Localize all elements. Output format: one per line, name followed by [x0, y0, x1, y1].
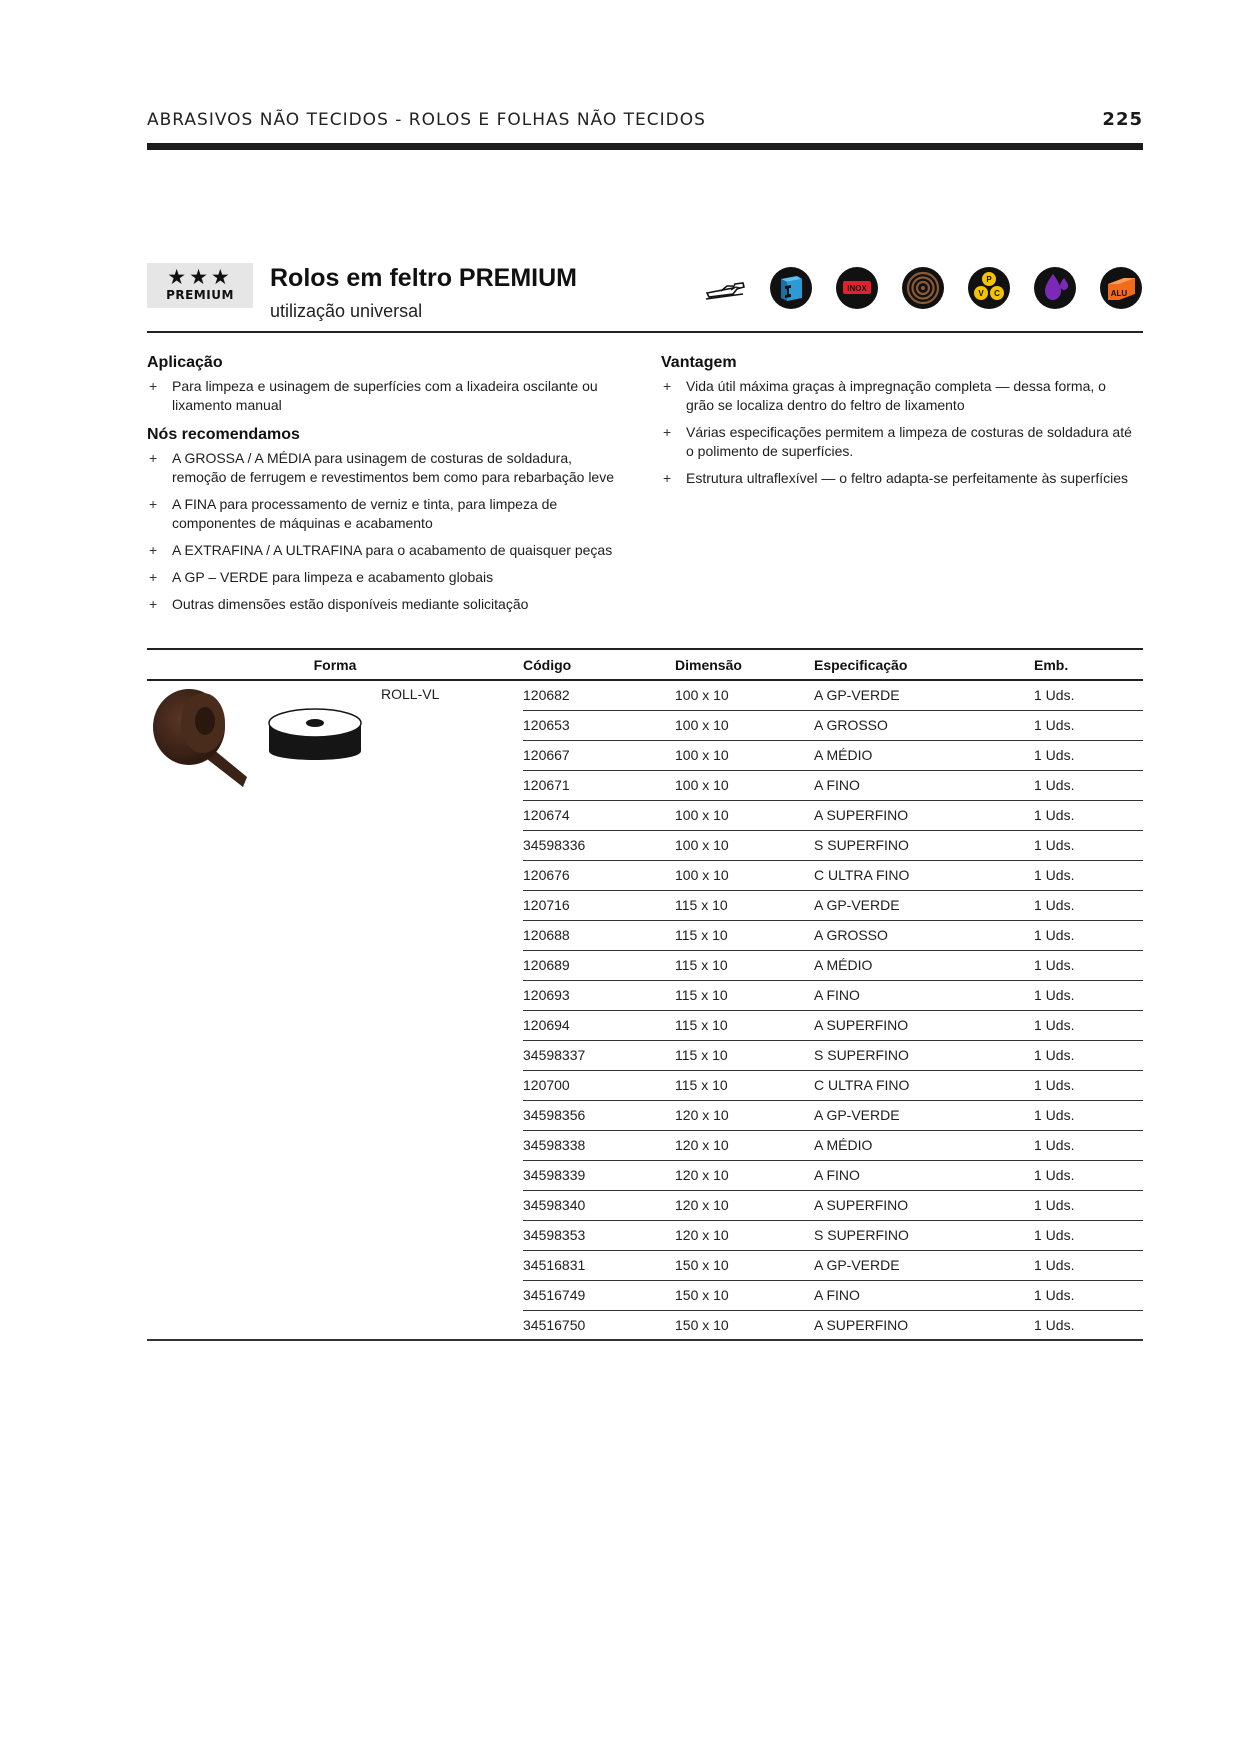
cell-especificacao: S SUPERFINO [814, 1220, 1034, 1250]
cell-codigo: 34598338 [523, 1130, 675, 1160]
cell-codigo: 34598337 [523, 1040, 675, 1070]
cell-especificacao: C ULTRA FINO [814, 1070, 1034, 1100]
header-rule [147, 143, 1143, 150]
cell-dimensao: 100 x 10 [675, 770, 814, 800]
cell-dimensao: 150 x 10 [675, 1250, 814, 1280]
cell-emb: 1 Uds. [1034, 710, 1143, 740]
recomendamos-item: + A FINA para processamento de verniz e tinta, para limpeza de componentes de máquinas e acabamento [147, 495, 623, 533]
recomendamos-item: + A GP – VERDE para limpeza e acabamento globais [147, 568, 623, 587]
cell-codigo: 120676 [523, 860, 675, 890]
cell-emb: 1 Uds. [1034, 770, 1143, 800]
cell-emb: 1 Uds. [1034, 830, 1143, 860]
alu-icon-label: ALU [1110, 289, 1128, 298]
cell-dimensao: 120 x 10 [675, 1190, 814, 1220]
cell-codigo: 120671 [523, 770, 675, 800]
cell-emb: 1 Uds. [1034, 1130, 1143, 1160]
header-codigo: Código [523, 649, 675, 680]
product-title: Rolos em feltro PREMIUM [270, 264, 577, 292]
cell-dimensao: 115 x 10 [675, 1010, 814, 1040]
cell-dimensao: 115 x 10 [675, 950, 814, 980]
cell-especificacao: A GP-VERDE [814, 680, 1034, 710]
recomendamos-item: + A EXTRAFINA / A ULTRAFINA para o acabamento de quaisquer peças [147, 541, 623, 560]
cell-dimensao: 115 x 10 [675, 890, 814, 920]
cell-especificacao: A MÉDIO [814, 1130, 1034, 1160]
cell-dimensao: 100 x 10 [675, 830, 814, 860]
product-subtitle: utilização universal [270, 301, 423, 321]
cell-dimensao: 150 x 10 [675, 1280, 814, 1310]
cell-dimensao: 115 x 10 [675, 920, 814, 950]
cell-dimensao: 120 x 10 [675, 1130, 814, 1160]
cell-dimensao: 100 x 10 [675, 680, 814, 710]
material-icons [703, 266, 1143, 310]
cell-codigo: 120667 [523, 740, 675, 770]
cell-codigo: 120653 [523, 710, 675, 740]
left-column [147, 354, 623, 622]
svg-text:V: V [978, 289, 984, 298]
running-title: ABRASIVOS NÃO TECIDOS - ROLOS E FOLHAS NÃO TECIDOS [147, 110, 706, 130]
recomendamos-item: + Outras dimensões estão disponíveis mediante solicitação [147, 595, 623, 614]
cell-dimensao: 115 x 10 [675, 1040, 814, 1070]
cell-emb: 1 Uds. [1034, 680, 1143, 710]
cell-especificacao: A MÉDIO [814, 950, 1034, 980]
cell-emb: 1 Uds. [1034, 1010, 1143, 1040]
pvc-icon [967, 266, 1011, 310]
vantagem-item: + Estrutura ultraflexível — o feltro adapta-se perfeitamente às superfícies [661, 469, 1137, 488]
table-body [147, 680, 1143, 1340]
hand-sanding-icon [703, 266, 747, 310]
forma-cell [147, 680, 523, 1340]
cell-especificacao: A FINO [814, 770, 1034, 800]
cell-especificacao: A GP-VERDE [814, 1100, 1034, 1130]
cell-especificacao: A FINO [814, 980, 1034, 1010]
cell-dimensao: 120 x 10 [675, 1160, 814, 1190]
cell-codigo: 34598339 [523, 1160, 675, 1190]
roll-dimension-drawing [267, 705, 363, 773]
cell-emb: 1 Uds. [1034, 980, 1143, 1010]
cell-codigo: 120688 [523, 920, 675, 950]
cell-emb: 1 Uds. [1034, 860, 1143, 890]
product-table [147, 648, 1143, 1341]
cell-emb: 1 Uds. [1034, 890, 1143, 920]
cell-emb: 1 Uds. [1034, 1220, 1143, 1250]
cell-especificacao: A SUPERFINO [814, 1190, 1034, 1220]
cell-dimensao: 115 x 10 [675, 980, 814, 1010]
cell-emb: 1 Uds. [1034, 950, 1143, 980]
cell-dimensao: 120 x 10 [675, 1220, 814, 1250]
cell-especificacao: A SUPERFINO [814, 800, 1034, 830]
steel-icon [769, 266, 813, 310]
paint-icon [1033, 266, 1077, 310]
cell-emb: 1 Uds. [1034, 1040, 1143, 1070]
catalog-page [147, 0, 1143, 1754]
cell-codigo: 120674 [523, 800, 675, 830]
aplicacao-heading: Aplicação [147, 354, 223, 371]
cell-especificacao: A FINO [814, 1280, 1034, 1310]
cell-codigo: 34598356 [523, 1100, 675, 1130]
vantagem-item: + Várias especificações permitem a limpeza de costuras de soldadura até o polimento de superfícies. [661, 423, 1137, 461]
felt-roll-image [151, 685, 251, 789]
inox-icon-label: INOX [847, 284, 867, 293]
cell-especificacao: S SUPERFINO [814, 830, 1034, 860]
right-column [661, 354, 1137, 496]
cell-codigo: 120694 [523, 1010, 675, 1040]
cell-codigo: 120716 [523, 890, 675, 920]
cell-emb: 1 Uds. [1034, 800, 1143, 830]
cell-especificacao: A GP-VERDE [814, 1250, 1034, 1280]
page-number: 225 [1102, 109, 1143, 130]
recomendamos-item: + A GROSSA / A MÉDIA para usinagem de costuras de soldadura, remoção de ferrugem e revestimentos bem como para rebarbação leve [147, 449, 623, 487]
recomendamos-heading: Nós recomendamos [147, 426, 300, 443]
badge-label: PREMIUM [166, 288, 234, 302]
aplicacao-item: + Para limpeza e usinagem de superfícies com a lixadeira oscilante ou lixamento manual [147, 377, 623, 415]
cell-codigo: 120693 [523, 980, 675, 1010]
running-header [147, 110, 1143, 136]
cell-codigo: 120700 [523, 1070, 675, 1100]
header-especificacao: Especificação [814, 649, 1034, 680]
cell-codigo: 34598336 [523, 830, 675, 860]
vantagem-heading: Vantagem [661, 354, 737, 371]
cell-codigo: 120689 [523, 950, 675, 980]
header-forma: Forma [147, 649, 523, 680]
vantagem-list [661, 377, 1137, 488]
cell-emb: 1 Uds. [1034, 1070, 1143, 1100]
cell-dimensao: 100 x 10 [675, 800, 814, 830]
svg-text:P: P [986, 275, 992, 284]
vantagem-item: + Vida útil máxima graças à impregnação completa — dessa forma, o grão se localiza dentro do feltro de lixamento [661, 377, 1137, 415]
svg-text:C: C [994, 289, 1000, 298]
cell-codigo: 34516831 [523, 1250, 675, 1280]
cell-especificacao: A GROSSO [814, 920, 1034, 950]
badge-stars: ★★★ [167, 265, 233, 289]
inox-icon [835, 266, 879, 310]
cell-emb: 1 Uds. [1034, 1190, 1143, 1220]
cell-especificacao: S SUPERFINO [814, 1040, 1034, 1070]
cell-dimensao: 100 x 10 [675, 740, 814, 770]
cell-emb: 1 Uds. [1034, 1100, 1143, 1130]
cell-dimensao: 100 x 10 [675, 860, 814, 890]
cell-codigo: 34598353 [523, 1220, 675, 1250]
cell-dimensao: 100 x 10 [675, 710, 814, 740]
header-dimensao: Dimensão [675, 649, 814, 680]
cell-codigo: 34516750 [523, 1310, 675, 1340]
cell-emb: 1 Uds. [1034, 1160, 1143, 1190]
table-header-row [147, 649, 1143, 680]
cell-emb: 1 Uds. [1034, 1280, 1143, 1310]
cell-codigo: 34516749 [523, 1280, 675, 1310]
cell-especificacao: A SUPERFINO [814, 1010, 1034, 1040]
table-row [147, 680, 1143, 710]
cell-dimensao: 115 x 10 [675, 1070, 814, 1100]
cell-dimensao: 150 x 10 [675, 1310, 814, 1340]
cell-especificacao: C ULTRA FINO [814, 860, 1034, 890]
cell-codigo: 120682 [523, 680, 675, 710]
cell-especificacao: A GROSSO [814, 710, 1034, 740]
cell-emb: 1 Uds. [1034, 740, 1143, 770]
forma-label: ROLL-VL [381, 686, 440, 702]
cell-emb: 1 Uds. [1034, 1250, 1143, 1280]
cell-especificacao: A MÉDIO [814, 740, 1034, 770]
cell-emb: 1 Uds. [1034, 920, 1143, 950]
cell-especificacao: A FINO [814, 1160, 1034, 1190]
cell-especificacao: A SUPERFINO [814, 1310, 1034, 1340]
title-rule [147, 331, 1143, 333]
premium-badge [147, 263, 253, 308]
recomendamos-list [147, 449, 623, 614]
cell-emb: 1 Uds. [1034, 1310, 1143, 1340]
wood-icon [901, 266, 945, 310]
header-emb: Emb. [1034, 649, 1143, 680]
cell-codigo: 34598340 [523, 1190, 675, 1220]
cell-dimensao: 120 x 10 [675, 1100, 814, 1130]
aplicacao-list [147, 377, 623, 415]
aluminium-icon [1099, 266, 1143, 310]
cell-especificacao: A GP-VERDE [814, 890, 1034, 920]
